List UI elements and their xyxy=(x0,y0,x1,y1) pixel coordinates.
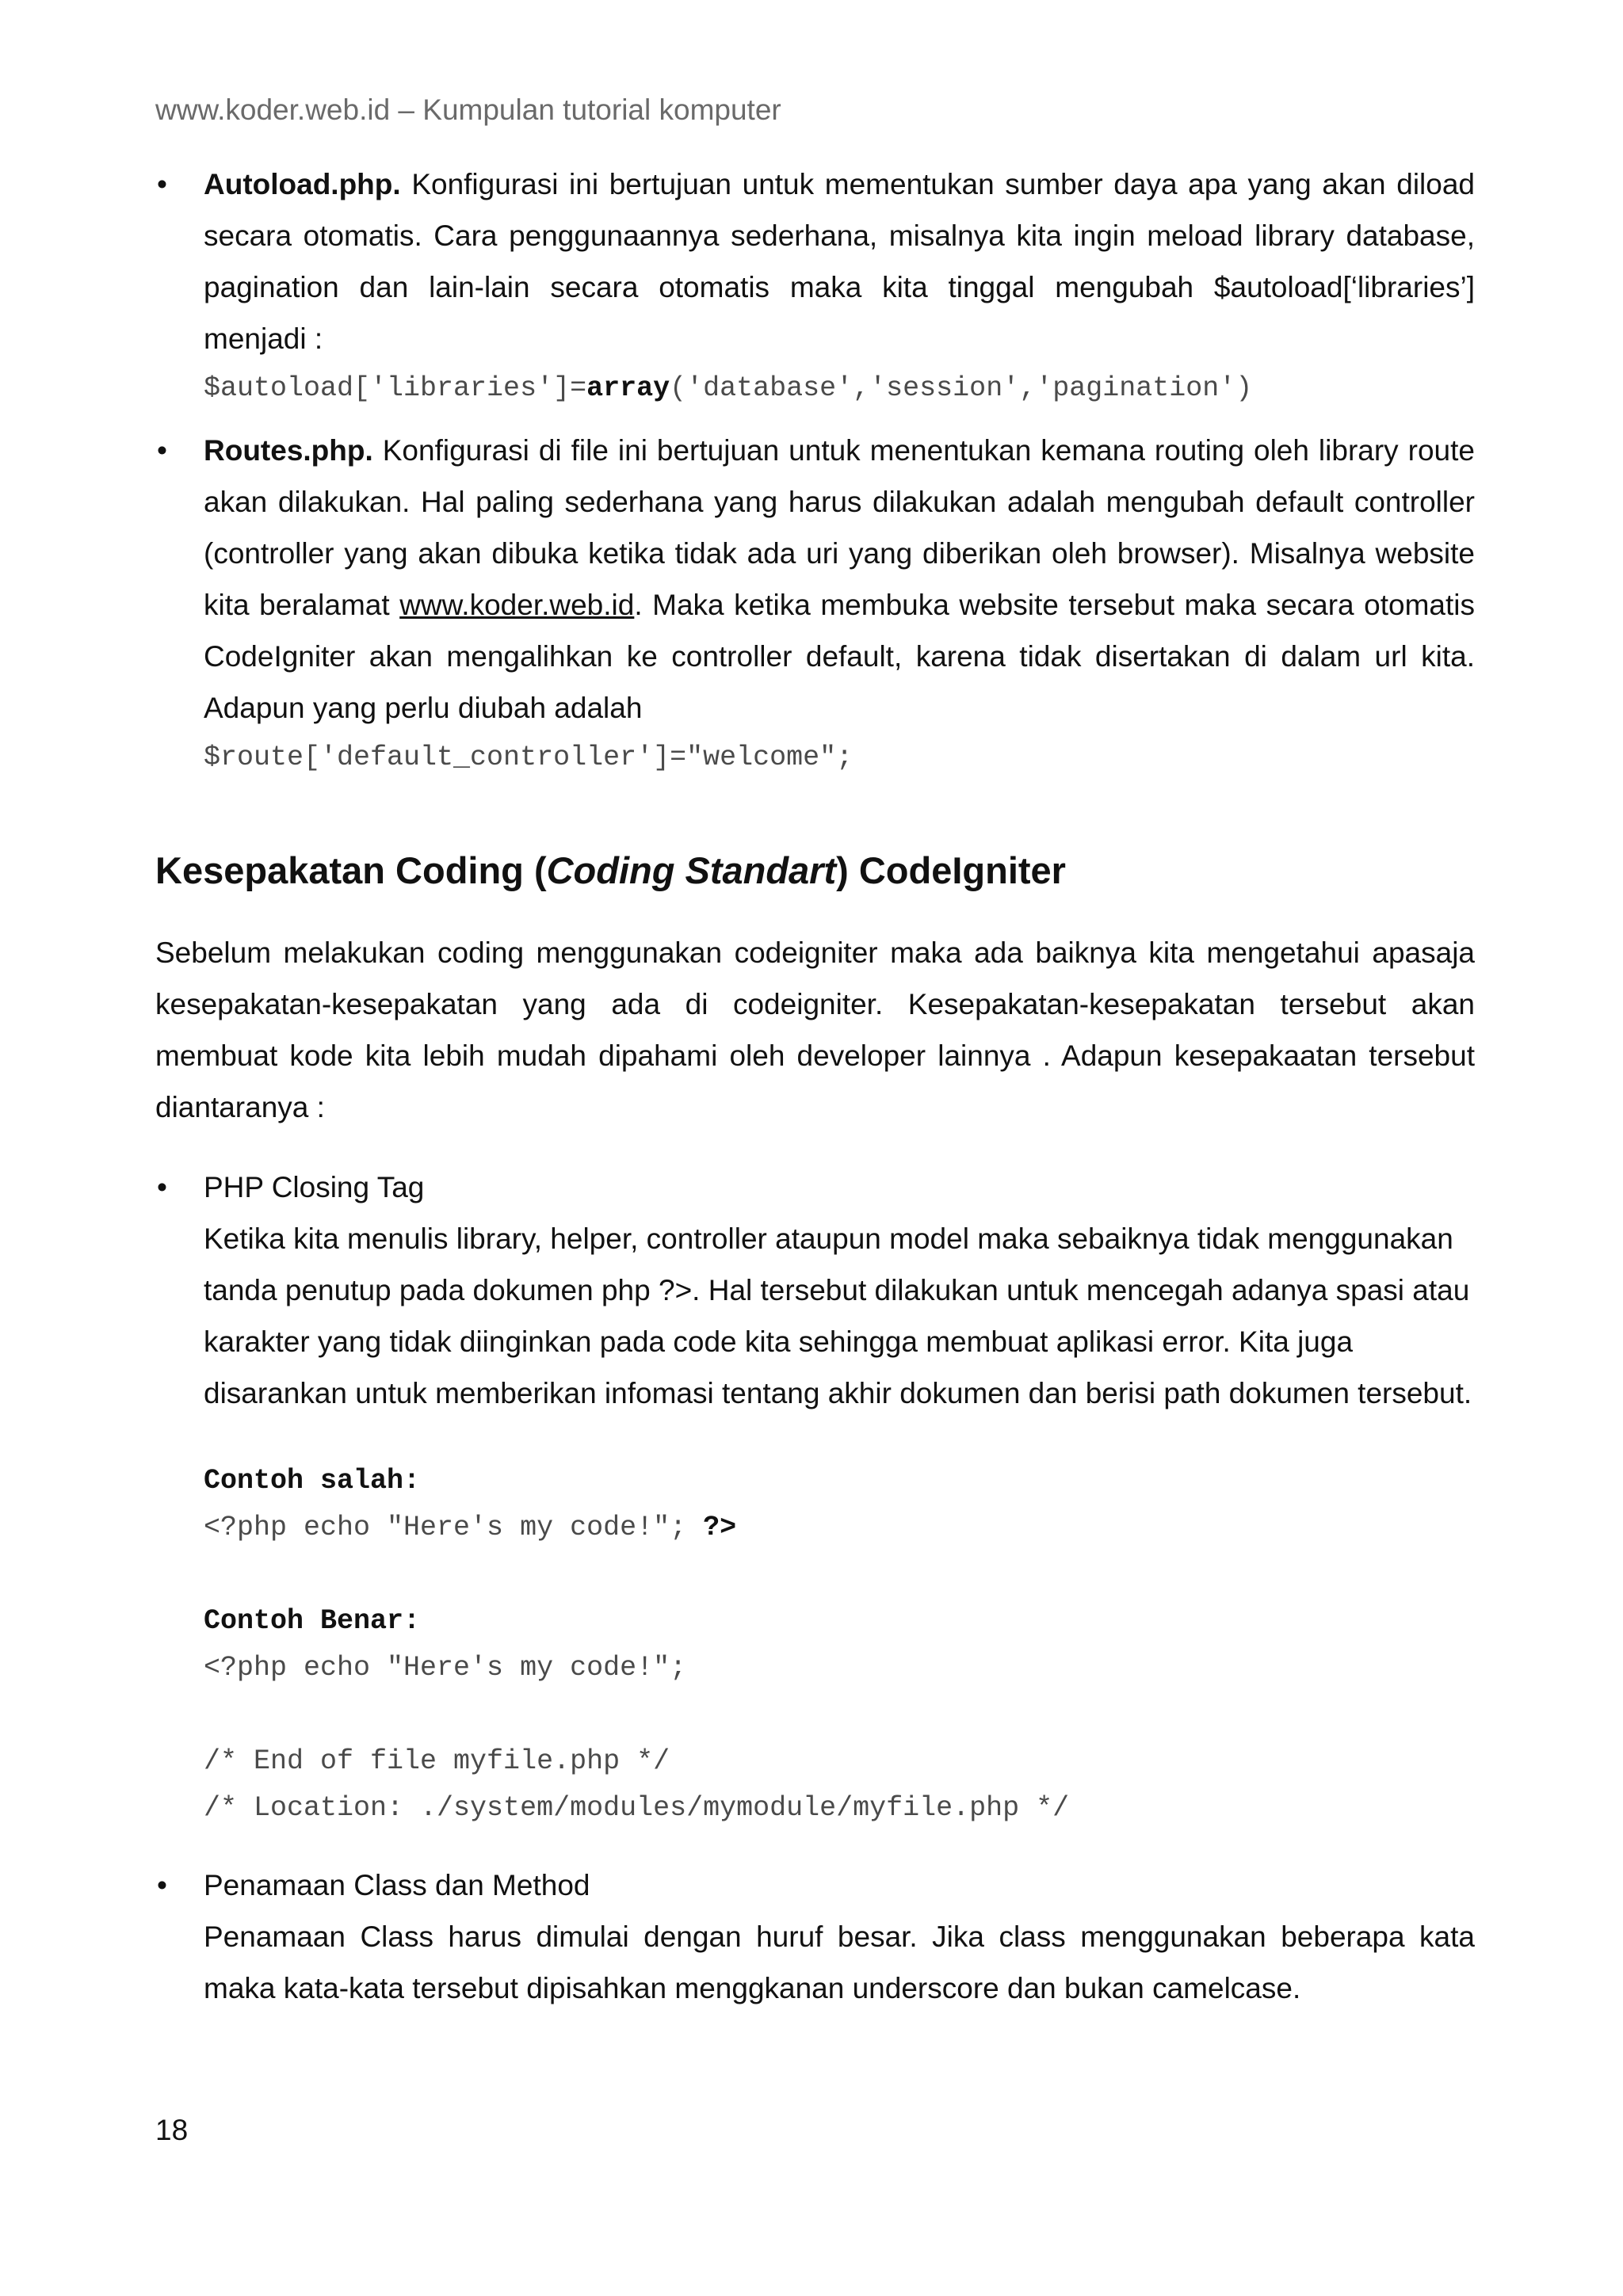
closing-tag-text: Ketika kita menulis library, helper, controller ataupun model maka sebaiknya tidak menggunakan tanda penutup pada dokumen php ?>. Hal tersebut dilakukan untuk mencegah adanya spasi atau karakter yang tidak diinginkan pada code kita sehingga membuat aplikasi error. Kita juga disarankan untuk memberikan infomasi tentang akhir dokumen dan berisi path dokumen tersebut. xyxy=(204,1222,1472,1409)
right-example-label: Contoh Benar: xyxy=(204,1605,421,1637)
naming-title: Penamaan Class dan Method xyxy=(204,1869,590,1901)
autoload-paragraph xyxy=(204,158,1475,364)
section-heading: Kesepakatan Coding (Coding Standart) CodeIgniter xyxy=(155,849,1066,891)
naming-text: Penamaan Class harus dimulai dengan huruf besar. Jika class menggunakan beberapa kata maka kata-kata tersebut dipisahkan menggkanan underscore dan bukan camelcase. xyxy=(204,1920,1475,2004)
list-item-routes xyxy=(155,425,1475,781)
page-header: www.koder.web.id – Kumpulan tutorial komputer xyxy=(155,93,781,126)
wrong-example-code: <?php echo "Here's my code!"; ?> xyxy=(204,1512,737,1543)
code-comment-location: /* Location: ./system/modules/mymodule/myfile.php */ xyxy=(204,1792,1070,1824)
bullet: • xyxy=(157,1869,167,1901)
bullet: • xyxy=(157,1171,167,1203)
code-keyword: array xyxy=(586,372,670,404)
list-item-autoload xyxy=(155,158,1475,412)
page-content xyxy=(155,158,1475,2014)
section-intro: Sebelum melakukan coding menggunakan codeigniter maka ada baiknya kita mengetahui apasaja kesepakatan-kesepakatan yang ada di codeigniter. Kesepakatan-kesepakatan tersebut akan membuat kode kita lebih mudah dipahami oleh developer lainnya . Adapun kesepakaatan tersebut diantaranya : xyxy=(155,936,1475,1123)
code-comment-end: /* End of file myfile.php */ xyxy=(204,1745,670,1777)
routes-paragraph: Routes.php. Konfigurasi di file ini bertujuan untuk menentukan kemana routing oleh library route akan dilakukan. Hal paling sederhana yang harus dilakukan adalah mengubah default controller (controller yang akan dibuka ketika tidak ada uri yang diberikan oleh browser). Misalnya website kita beralamat www.koder.web.id. Maka ketika membuka website tersebut maka secara otomatis CodeIgniter akan mengalihkan ke controller default, karena tidak disertakan di dalam url kita. Adapun yang perlu diubah adalah xyxy=(204,434,1475,724)
autoload-title: Autoload.php. xyxy=(204,168,401,200)
routes-title: Routes.php. xyxy=(204,434,373,467)
closing-tag-title: PHP Closing Tag xyxy=(204,1171,425,1203)
bullet: • xyxy=(157,434,167,467)
bullet: • xyxy=(157,168,167,200)
autoload-text: Konfigurasi ini bertujuan untuk mementukan sumber daya apa yang akan diload secara otomatis. Cara penggunaannya sederhana, misalnya kita ingin meload library database, pagination dan lain-lain secara otomatis maka kita tinggal mengubah $autoload[‘libraries’] menjadi : xyxy=(204,168,1476,355)
list-item-naming xyxy=(155,1859,1475,2014)
right-example-code: <?php echo "Here's my code!"; xyxy=(204,1652,687,1684)
website-link[interactable]: www.koder.web.id xyxy=(399,589,635,621)
list-item-closing-tag xyxy=(155,1161,1475,1831)
routes-code: $route['default_controller']="welcome"; xyxy=(204,742,854,773)
wrong-example-label: Contoh salah: xyxy=(204,1465,421,1497)
closing-tag-examples xyxy=(204,1457,1475,1831)
page-number: 18 xyxy=(155,2114,189,2146)
autoload-code: $autoload['libraries']=array('database','session','pagination') xyxy=(204,372,1253,404)
